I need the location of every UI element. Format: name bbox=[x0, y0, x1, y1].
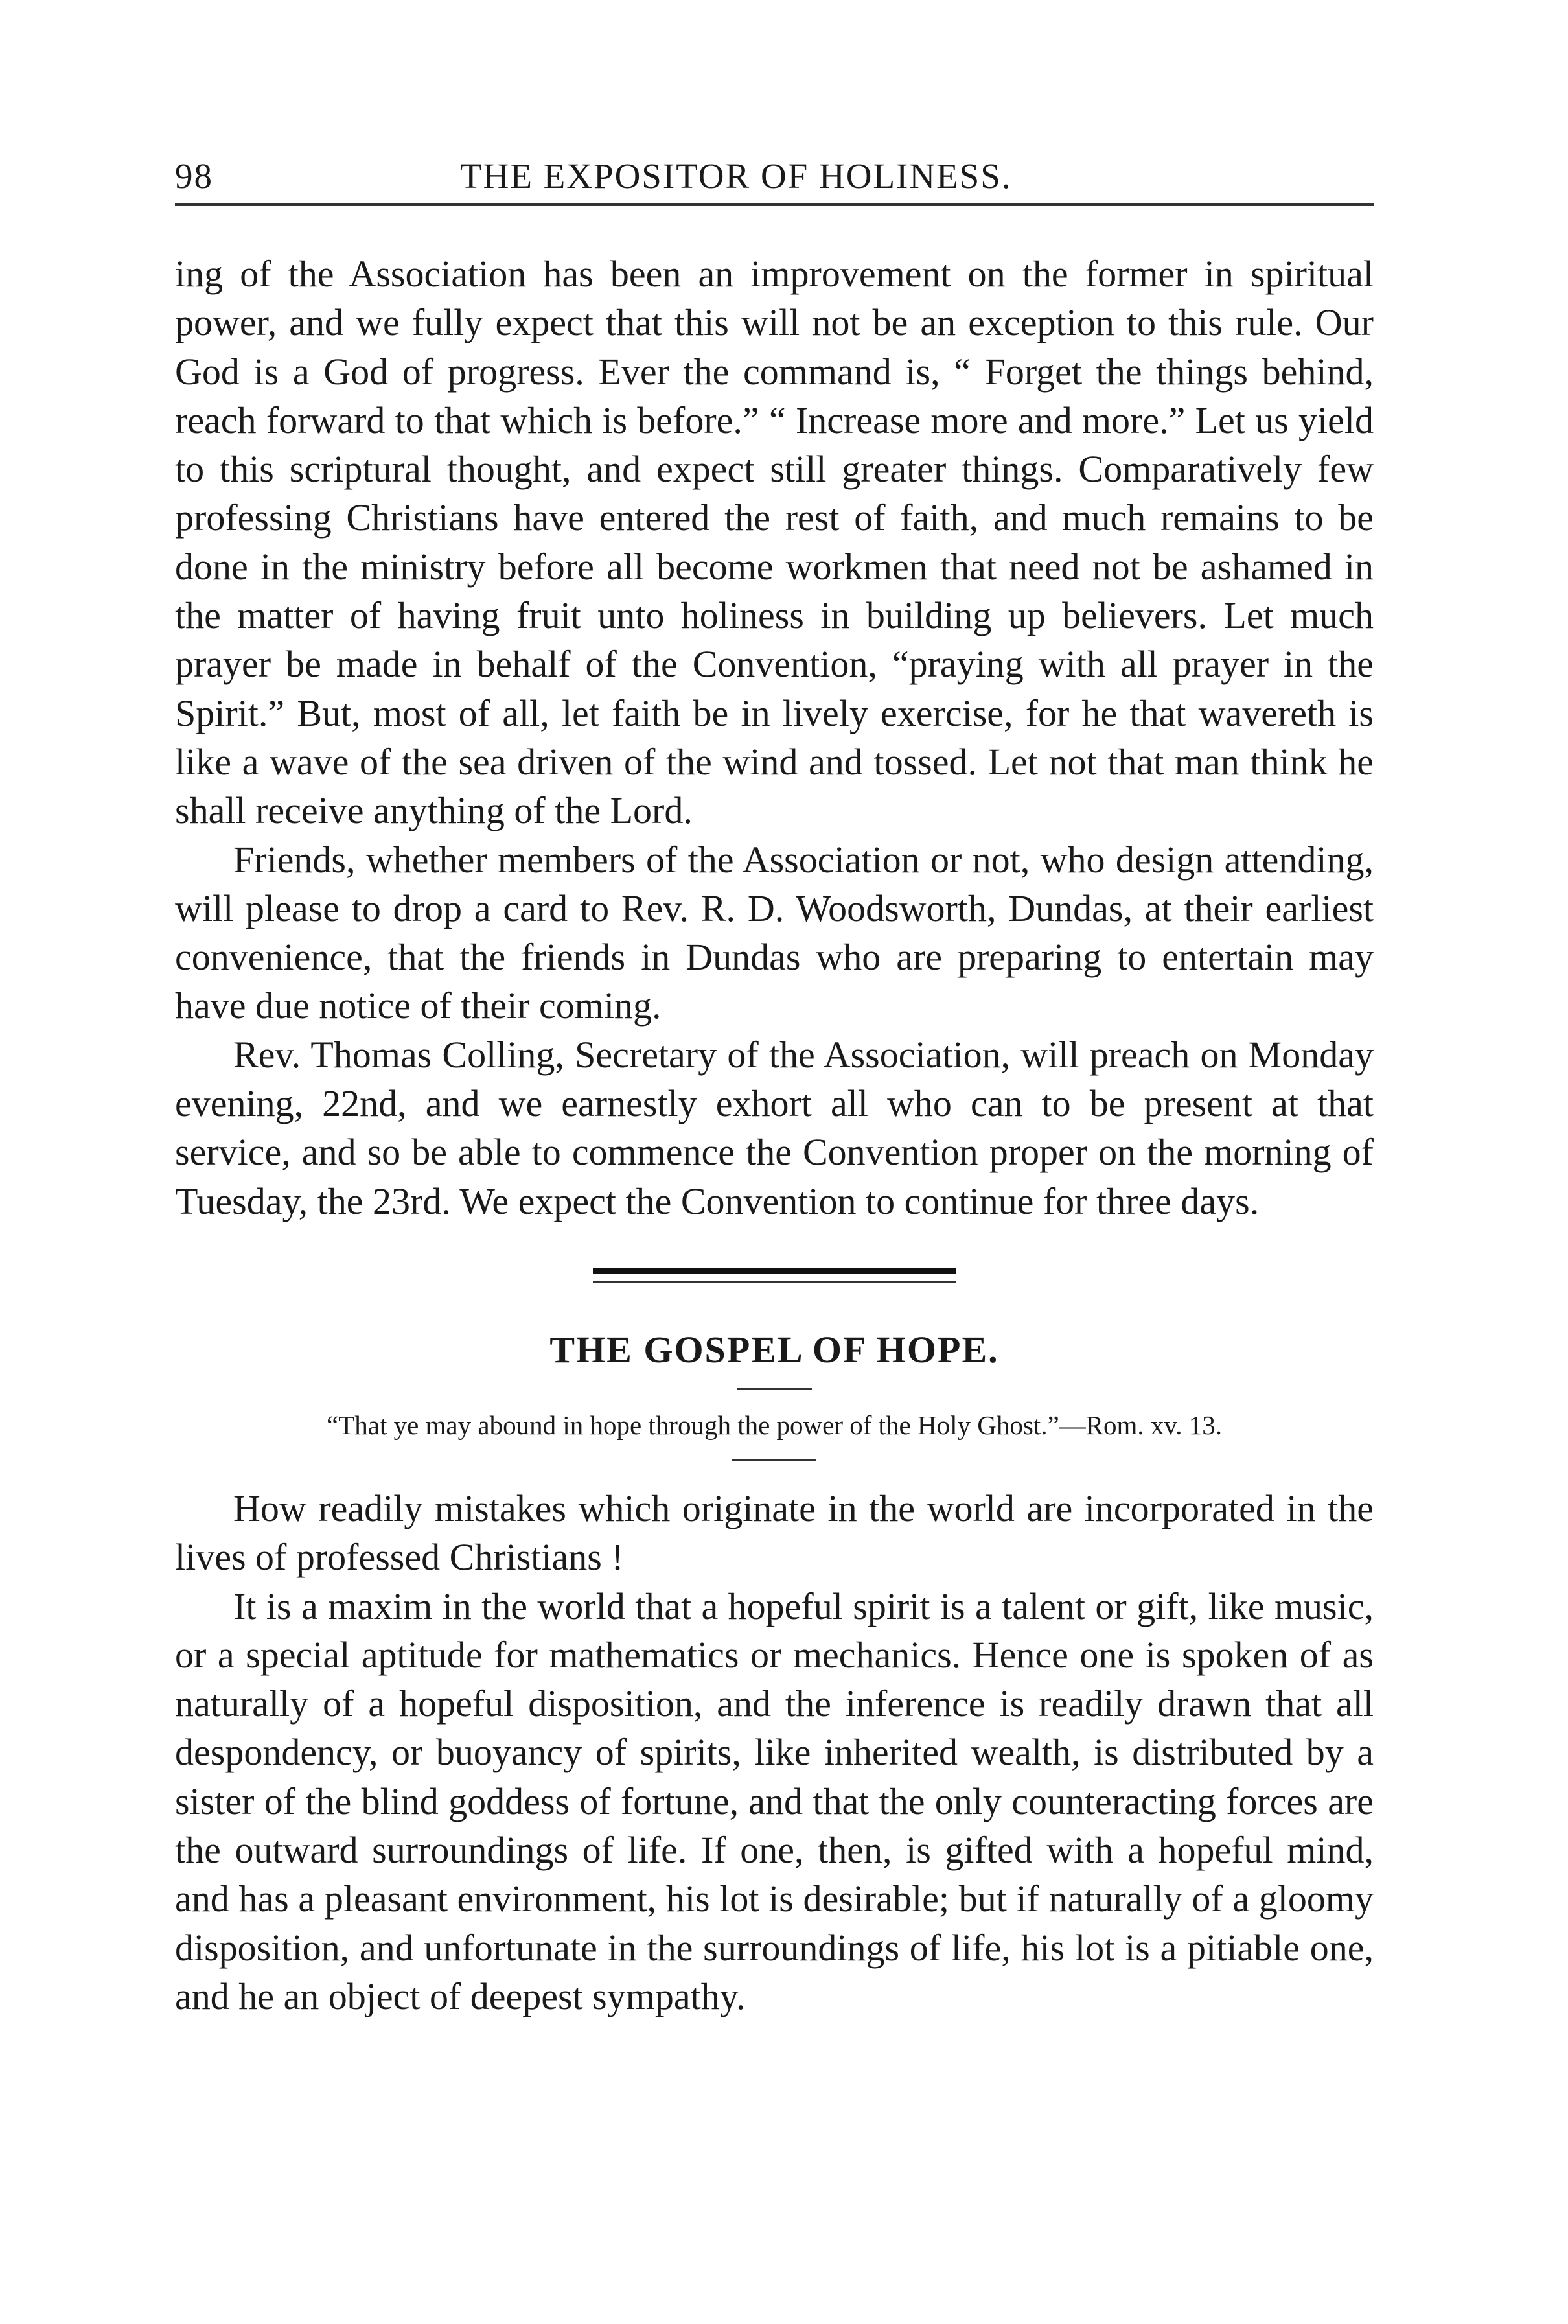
divider-thick-rule bbox=[593, 1268, 956, 1274]
divider-thin-rule bbox=[593, 1281, 956, 1283]
section-title: THE GOSPEL OF HOPE. bbox=[549, 1328, 999, 1371]
paragraph-rev-colling: Rev. Thomas Colling, Secretary of the Association, will preach on Monday evening, 22nd, and we earnestly exhort all who can to be present at that service, and so be able to commence the Convention proper on the morning of Tuesday, the 23rd. We expect the Convention to continue for three days. bbox=[175, 1033, 1374, 1222]
article-convention bbox=[175, 250, 1374, 1226]
running-head bbox=[175, 143, 1374, 207]
paragraph-friends: Friends, whether members of the Association or not, who design attending, will please to drop a card to Rev. R. D. Woodsworth, Dundas, at their earliest convenience, that the friends in Dundas who are preparing to entertain may have due notice of their coming. bbox=[175, 838, 1374, 1027]
epigraph-rule bbox=[732, 1459, 816, 1461]
article-gospel-of-hope bbox=[175, 1484, 1374, 2021]
running-title: THE EXPOSITOR OF HOLINESS. bbox=[460, 156, 1012, 196]
section-divider bbox=[593, 1268, 956, 1283]
page-number: 98 bbox=[175, 156, 213, 196]
title-rule bbox=[737, 1388, 812, 1390]
paragraph-how-readily: How readily mistakes which originate in the world are incorporated in the lives of professed Christians ! bbox=[175, 1487, 1374, 1579]
paragraph-maxim: It is a maxim in the world that a hopeful spirit is a talent or gift, like music, or a special aptitude for mathematics or mechanics. Hence one is spoken of as naturally of a hopeful disposition, and the inference is readily drawn that all despondency, or buoyancy of spirits, like inherited wealth, is distributed by a sister of the blind goddess of fortune, and that the only counteracting forces are the outward surroundings of life. If one, then, is gifted with a hopeful mind, and has a pleasant environment, his lot is desirable; but if naturally of a gloomy disposition, and unfortunate in the surroundings of life, his lot is a pitiable one, and he an object of deepest sympathy. bbox=[175, 1585, 1374, 2017]
header-rule bbox=[175, 203, 1374, 206]
epigraph: “That ye may abound in hope through the power of the Holy Ghost.”—Rom. xv. 13. bbox=[327, 1410, 1222, 1440]
paragraph-continued: ing of the Association has been an improvement on the former in spiritual power, and we fully expect that this will not be an exception to this rule. Our God is a God of progress. Ever the command is, “ Forget the things behind, reach forward to that which is before.” “ Increase more and more.” Let us yield to this scriptural thought, and expect still greater things. Comparatively few professing Christians have entered the rest of faith, and much remains to be done in the ministry before all become workmen that need not be ashamed in the matter of having fruit unto holiness in building up believers. Let much prayer be made in behalf of the Convention, “praying with all prayer in the Spirit.” But, most of all, let faith be in lively exercise, for he that wavereth is like a wave of the sea driven of the wind and tossed. Let not that man think he shall receive anything of the Lord. bbox=[175, 253, 1374, 832]
page bbox=[175, 143, 1374, 2021]
